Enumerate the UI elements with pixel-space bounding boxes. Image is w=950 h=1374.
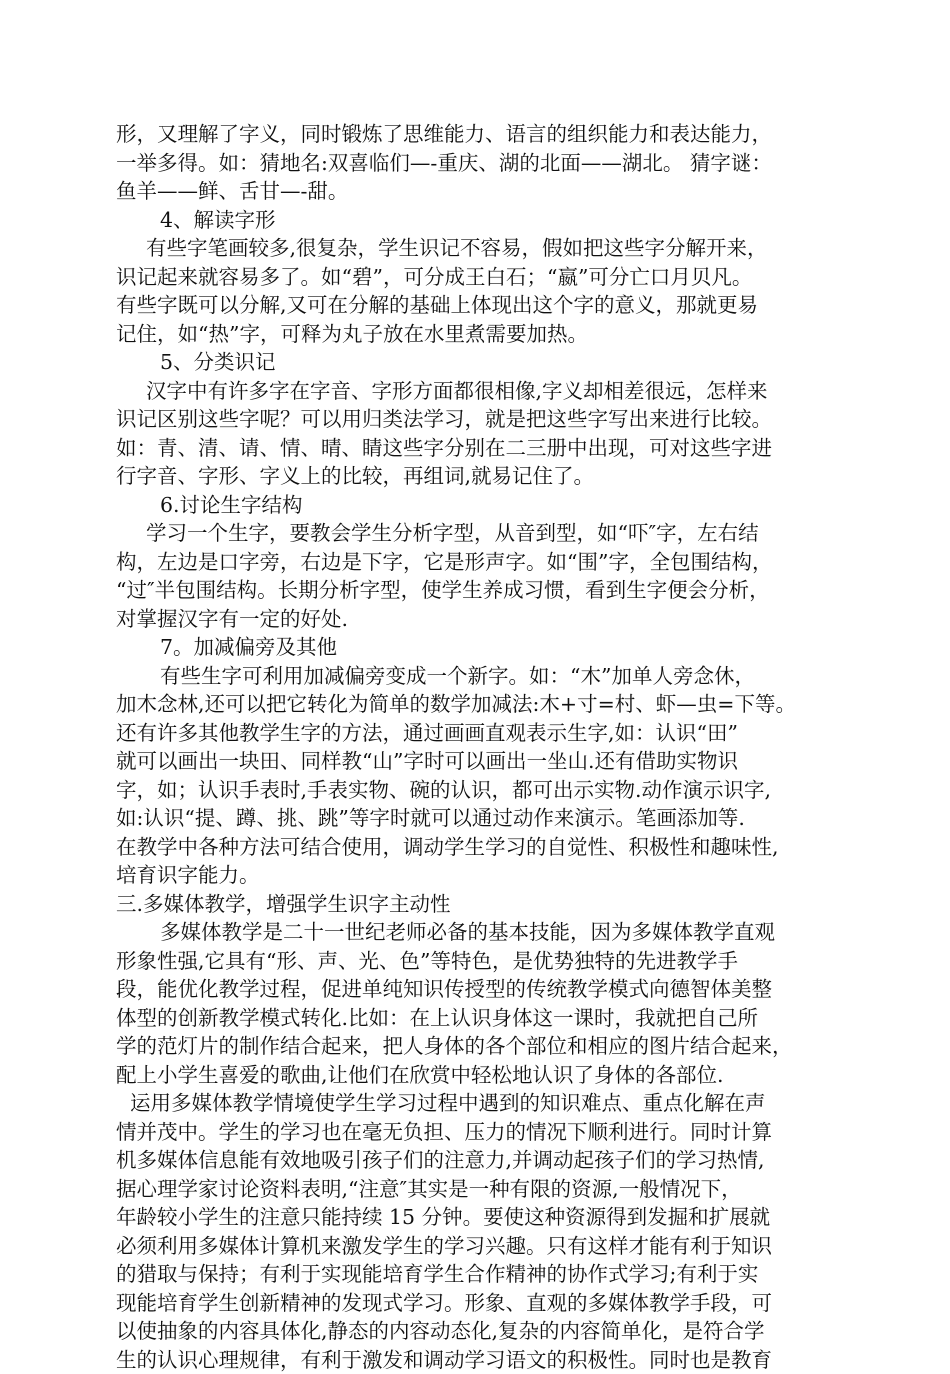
text-line: 识记区别这些字呢？可以用归类法学习，就是把这些字写出来进行比较。 — [116, 405, 856, 434]
text-line: 情并茂中。学生的学习也在毫无负担、压力的情况下顺利进行。同时计算 — [116, 1118, 856, 1147]
text-line: 有些字既可以分解,又可在分解的基础上体现出这个字的意义，那就更易 — [116, 291, 856, 320]
text-line: 以使抽象的内容具体化,静态的内容动态化,复杂的内容简单化，是符合学 — [116, 1317, 856, 1346]
text-line: 据心理学家讨论资料表明,“注意″其实是一种有限的资源,一般情况下， — [116, 1175, 856, 1204]
text-line: 一举多得。如：猜地名:双喜临们—-重庆、湖的北面——湖北。 猜字谜： — [116, 149, 856, 178]
text-line: 生的认识心理规律，有利于激发和调动学习语文的积极性。同时也是教育 — [116, 1346, 856, 1374]
text-line: 如：青、清、请、情、晴、睛这些字分别在二三册中出现，可对这些字进 — [116, 434, 856, 463]
text-line: 5、分类识记 — [116, 348, 856, 377]
text-line: 对掌握汉字有一定的好处. — [116, 605, 856, 634]
text-line: 培育识字能力。 — [116, 861, 856, 890]
text-line: 还有许多其他教学生字的方法，通过画画直观表示生字,如：认识“田” — [116, 719, 856, 748]
text-line: 三.多媒体教学，增强学生识字主动性 — [116, 890, 856, 919]
text-line: 年龄较小学生的注意只能持续 15 分钟。要使这种资源得到发掘和扩展就 — [116, 1203, 856, 1232]
text-line: 加木念林,还可以把它转化为简单的数学加减法:木+寸=村、虾—虫=下等。 — [116, 690, 856, 719]
text-line: 的猎取与保持；有利于实现能培育学生合作精神的协作式学习;有利于实 — [116, 1260, 856, 1289]
text-line: 必须利用多媒体计算机来激发学生的学习兴趣。只有这样才能有利于知识 — [116, 1232, 856, 1261]
text-line: 在教学中各种方法可结合使用，调动学生学习的自觉性、积极性和趣味性, — [116, 833, 856, 862]
text-line: 段，能优化教学过程，促进单纯知识传授型的传统教学模式向德智体美整 — [116, 975, 856, 1004]
text-line: 6.讨论生字结构 — [116, 491, 856, 520]
text-line: 字，如；认识手表时,手表实物、碗的认识，都可出示实物.动作演示识字, — [116, 776, 856, 805]
text-line: 形，又理解了字义，同时锻炼了思维能力、语言的组织能力和表达能力， — [116, 120, 856, 149]
text-line: 7。加减偏旁及其他 — [116, 633, 856, 662]
text-line: “过″半包围结构。长期分析字型，使学生养成习惯，看到生字便会分析， — [116, 576, 856, 605]
text-line: 就可以画出一块田、同样教“山”字时可以画出一坐山.还有借助实物识 — [116, 747, 856, 776]
text-line: 汉字中有许多字在字音、字形方面都很相像,字义却相差很远，怎样来 — [116, 377, 856, 406]
text-line: 形象性强,它具有“形、声、光、色”等特色，是优势独特的先进教学手 — [116, 947, 856, 976]
text-line: 多媒体教学是二十一世纪老师必备的基本技能，因为多媒体教学直观 — [116, 918, 856, 947]
text-line: 行字音、字形、字义上的比较，再组词,就易记住了。 — [116, 462, 856, 491]
text-line: 如:认识“提、蹲、挑、跳”等字时就可以通过动作来演示。笔画添加等. — [116, 804, 856, 833]
document-body — [116, 120, 856, 1374]
text-line: 有些生字可利用加减偏旁变成一个新字。如：“木”加单人旁念休， — [116, 662, 856, 691]
text-line: 4、解读字形 — [116, 206, 856, 235]
text-line: 现能培育学生创新精神的发现式学习。形象、直观的多媒体教学手段，可 — [116, 1289, 856, 1318]
text-line: 识记起来就容易多了。如“碧”，可分成王白石；“嬴”可分亡口月贝凡。 — [116, 263, 856, 292]
text-line: 有些字笔画较多,很复杂，学生识记不容易，假如把这些字分解开来， — [116, 234, 856, 263]
text-line: 机多媒体信息能有效地吸引孩子们的注意力,并调动起孩子们的学习热情, — [116, 1146, 856, 1175]
text-line: 学习一个生字，要教会学生分析字型，从音到型，如“吓″字，左右结 — [116, 519, 856, 548]
text-line: 运用多媒体教学情境使学生学习过程中遇到的知识难点、重点化解在声 — [116, 1089, 856, 1118]
text-line: 记住，如“热”字，可释为丸子放在水里煮需要加热。 — [116, 320, 856, 349]
text-line: 构，左边是口字旁，右边是下字，它是形声字。如“围”字，全包围结构， — [116, 548, 856, 577]
text-line: 体型的创新教学模式转化.比如：在上认识身体这一课时，我就把自己所 — [116, 1004, 856, 1033]
text-line: 学的范灯片的制作结合起来，把人身体的各个部位和相应的图片结合起来， — [116, 1032, 856, 1061]
text-line: 配上小学生喜爱的歌曲,让他们在欣赏中轻松地认识了身体的各部位. — [116, 1061, 856, 1090]
text-line: 鱼羊——鲜、舌甘—-甜。 — [116, 177, 856, 206]
